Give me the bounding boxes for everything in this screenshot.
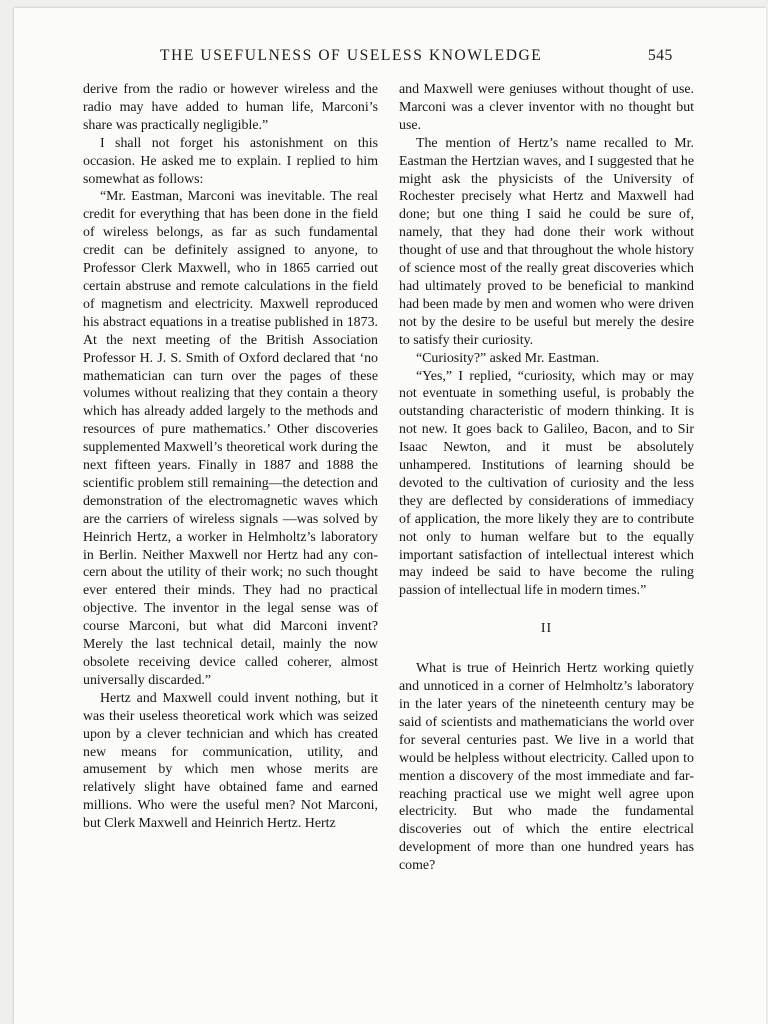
right-column [399,81,694,875]
paragraph-continued: and Maxwell were geniuses without thought of use. Marconi was a clever inventor with no thought but use. [399,82,694,133]
paragraph: I shall not forget his astonishment on this occasion. He asked me to explain. I replied to him somewhat as follows: [83,135,378,187]
paragraph: “Yes,” I replied, “curiosity, which may or may not eventuate in something useful, is probably the outstanding characteristic of modern thinking. It is not new. It goes back to Galileo, Bacon, and to Sir Isaac Newton, and it must be absolutely unhampered. Institutions of learning should be devoted to the cultivation of curiosity and the less they are deflected by considerations of immediacy of application, the more likely they are to contribute not only to human welfare but to the equally important satisfaction of intellectual interest which may indeed be said to have become the ruling passion of intellectual life in modern times.” [399,368,694,599]
page-number: 545 [648,47,673,64]
paragraph: What is true of Heinrich Hertz working quietly and unnoticed in a corner of Helmholtz’s laboratory in the later years of the nineteenth century may be said of scientists and mathematicians the world over for several centuries past. We live in a world that would be helpless without electricity. Called upon to mention a discovery of the most immediate and far-reaching practical use we might well agree upon electricity. But who made the fundamental discoveries out of which the entire electrical development of more than one hundred years has come? [399,661,694,874]
running-header [0,47,768,69]
paragraph: “Curiosity?” asked Mr. Eastman. [416,350,600,366]
paragraph: Hertz and Maxwell could invent nothing, but it was their useless theoretical work which was seized upon by a clever technician and which has created new means for communication, utility, and amusement by which men whose merits are relatively slight have obtained fame and earned millions. Who were the useful men? Not Marconi, but Clerk Maxwell and Heinrich Hertz. Hertz [83,690,378,832]
paragraph: The mention of Hertz’s name recalled to Mr. Eastman the Hertzian waves, and I suggested that he might ask the physicists of the University of Rochester precisely what Hertz and Maxwell had done; but one thing I said he could be sure of, namely, that they had done their work without thought of use and that throughout the whole history of science most of the really great discoveries which had ultimately proved to be beneficial to mankind had been made by men and women who were driven not by the desire to be useful but merely the desire to satisfy their curiosity. [399,135,694,348]
paragraph-continued: derive from the radio or however wireless and the radio may have added to human life, Marconi’s share was practically negligible.” [83,82,378,133]
running-title: THE USEFULNESS OF USELESS KNOWLEDGE [160,47,543,64]
paragraph: “Mr. Eastman, Marconi was inevitable. The real credit for everything that has been done in the field of wireless belongs, as far as such fundamental credit can be definitely assigned to anyone, to Professor Clerk Maxwell, who in 1865 carried out certain abstruse and remote calculations in the field of magnetism and electricity. Maxwell reproduced his abstract equations in a treatise published in 1873. At the next meeting of the British Association Professor H. J. S. Smith of Oxford declared that ‘no mathematician can turn over the pages of these volumes without realizing that they contain a theory which has already added largely to the methods and resources of pure mathematics.’ Other discoveries supplemented Maxwell’s theoretical work during the next fifteen years. Finally in 1887 and 1888 the scientific problem still remaining—the detection and demonstration of the electromagnetic waves which are the carriers of wireless signals —was solved by Heinrich Hertz, a worker in Helmholtz’s laboratory in Berlin. Neither Maxwell nor Hertz had any concern about the utility of their work; no such thought ever entered their minds. They had no practical objective. The inventor in the legal sense was of course Marconi, but what did Marconi invent? Merely the last technical detail, mainly the now obsolete receiving device called coherer, almost universally discarded.” [83,189,378,688]
section-heading: II [540,621,553,637]
left-column [83,81,378,833]
